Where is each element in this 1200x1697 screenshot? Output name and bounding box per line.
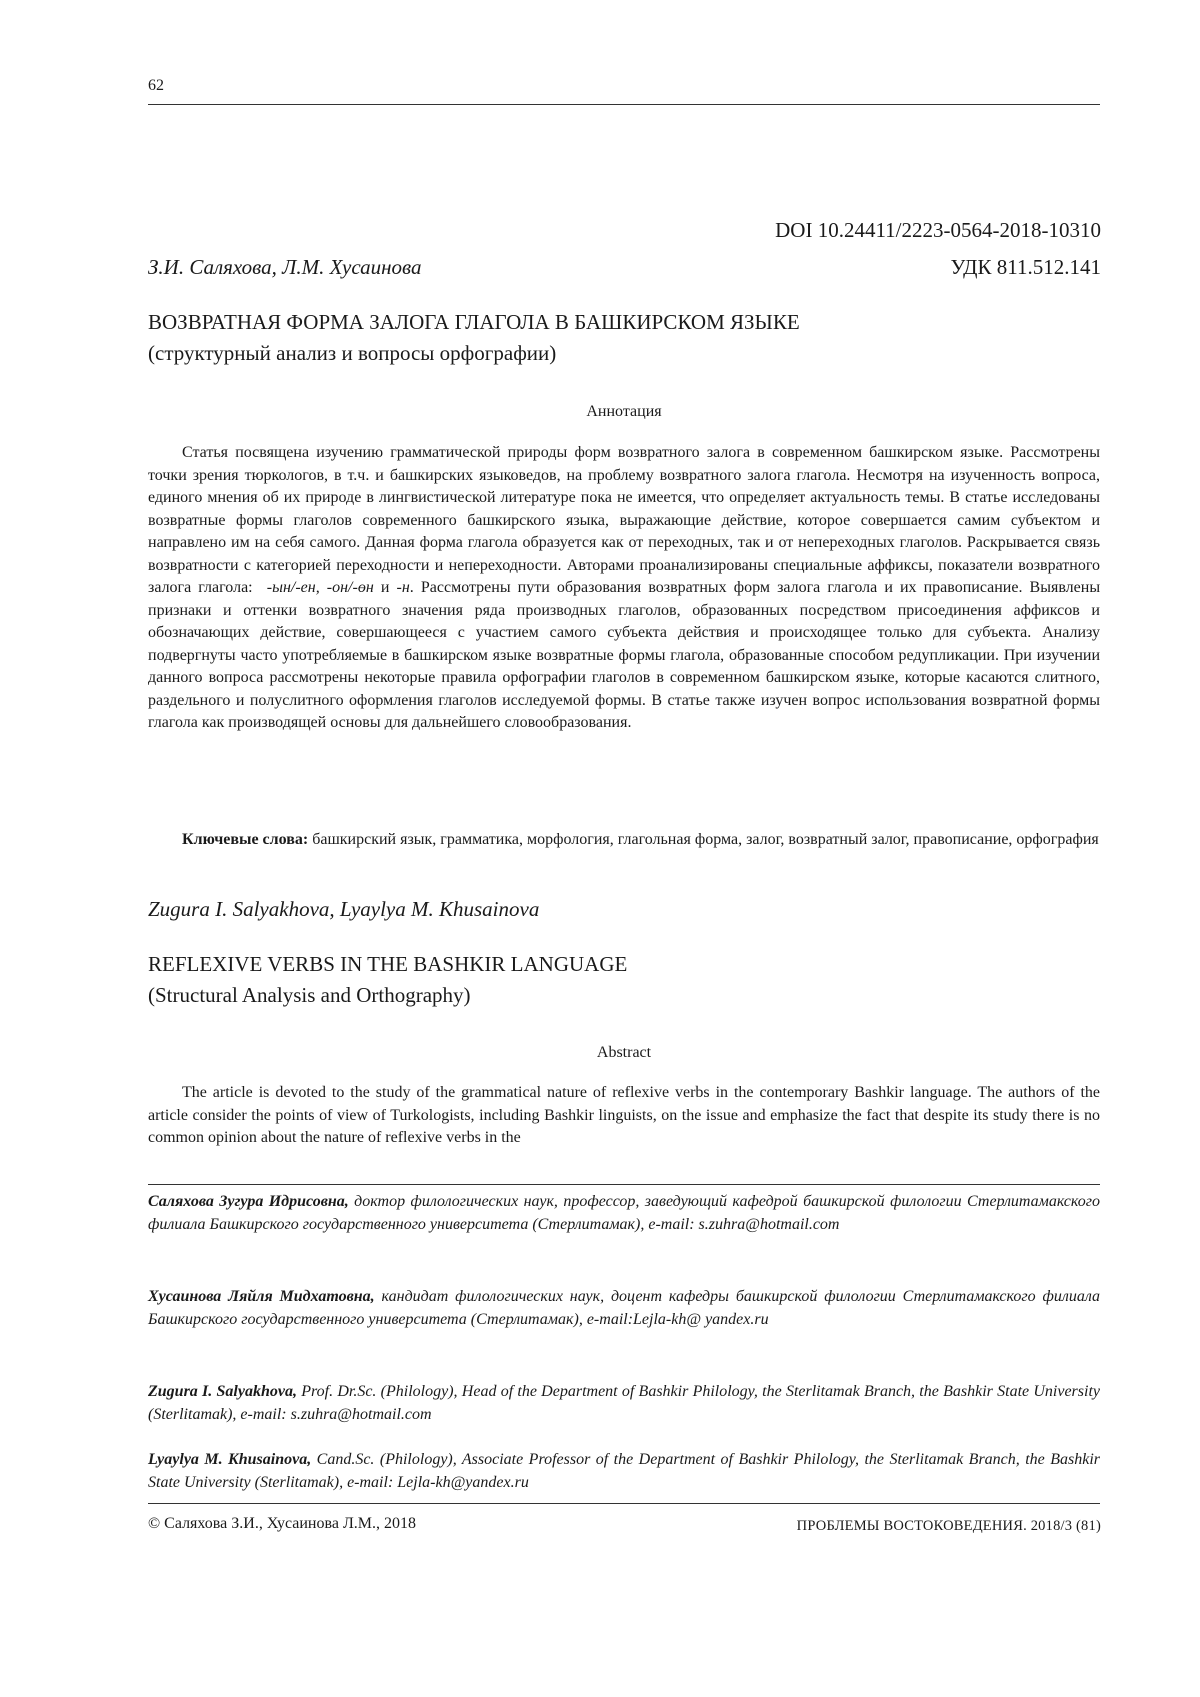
- page-number: 62: [148, 77, 164, 94]
- keywords-label: Ключевые слова:: [182, 831, 309, 848]
- abstract-ru-and: и: [380, 579, 390, 596]
- affix-n: -н: [396, 579, 410, 596]
- header-rule: [148, 104, 1100, 105]
- abstract-heading-ru: Аннотация: [586, 403, 662, 420]
- abstract-ru-part1: Статья посвящена изучению грамматической природы форм возвратного залога в современном башкирском языке. Рассмотрены точки зрения тюркологов, в т.ч. и башкирских языковедов, на проблему возвратного залога глагола. Несмотря на изученность вопроса, единого мнения об их природе в лингвистической литературе пока не имеется, что определяет актуальность темы. В статье исследованы возвратные формы глаголов современного башкирского языка, выражающие действие, которое совершается самим субъектом и направлено им на себя самого. Данная форма глагола образуется как от переходных, так и от непереходных глаголов. Раскрывается связь возвратности с категорией переходности и непереходности. Авторами проанализированы специальные аффиксы, показатели возвратного залога глагола:: [148, 444, 1100, 596]
- affixes-1: -ын/-ен, -он/-өн: [266, 579, 374, 596]
- bio-4: [148, 1449, 1100, 1494]
- bio-2: [148, 1286, 1100, 1331]
- bio-4-name: Lyaylya M. Khusainova,: [148, 1451, 312, 1468]
- bio-2-text: кандидат филологических наук, доцент кафедры башкирской филологии Стерлитамакского филиала Башкирского государственного университета (Стерлитамак), e-mail:Lejla-kh@ yandex.ru: [148, 1288, 1101, 1328]
- bio-1-name: Саляхова Зугура Идрисовна,: [148, 1193, 349, 1210]
- bio-bottom-rule: [148, 1503, 1100, 1504]
- bio-4-text: Cand.Sc. (Philology), Associate Professor of the Department of Bashkir Philology, the Sterlitamak Branch, the Bashkir State University (Sterlitamak), e-mail: Lejla-kh@yandex.ru: [148, 1451, 1100, 1491]
- abstract-ru: [148, 442, 1100, 735]
- abstract-heading-en: Abstract: [596, 1044, 652, 1061]
- bio-1-text: доктор филологических наук, профессор, заведующий кафедрой башкирской филологии Стерлитамакского филиала Башкирского государственного университета (Стерлитамак), e-mail: s.zuhra@hotmail.com: [148, 1193, 1100, 1233]
- copyright: © Саляхова З.И., Хусаинова Л.М., 2018: [148, 1515, 417, 1532]
- title-ru-line2: (структурный анализ и вопросы орфографии): [148, 341, 557, 365]
- authors-en: Zugura I. Salyakhova, Lyaylya M. Khusainova: [148, 897, 540, 921]
- title-en-line2: (Structural Analysis and Orthography): [148, 983, 471, 1007]
- bio-2-name: Хусаинова Ляйля Мидхатовна,: [148, 1288, 375, 1305]
- bio-top-rule: [148, 1184, 1100, 1185]
- title-en-line1: REFLEXIVE VERBS IN THE BASHKIR LANGUAGE: [148, 952, 628, 976]
- doi: DOI 10.24411/2223-0564-2018-10310: [775, 218, 1101, 242]
- journal-issue: ПРОБЛЕМЫ ВОСТОКОВЕДЕНИЯ. 2018/3 (81): [796, 1518, 1101, 1534]
- keywords-ru: [148, 829, 1100, 852]
- keywords-text: башкирский язык, грамматика, морфология, глагольная форма, залог, возвратный залог, правописание, орфография: [312, 831, 1099, 848]
- bio-3-text: Prof. Dr.Sc. (Philology), Head of the Department of Bashkir Philology, the Sterlitamak Branch, the Bashkir State University (Sterlitamak), e-mail: s.zuhra@hotmail.com: [148, 1383, 1101, 1423]
- udk-code: УДК 811.512.141: [950, 255, 1101, 279]
- authors-ru: З.И. Саляхова, Л.М. Хусаинова: [148, 255, 422, 279]
- abstract-ru-part2: . Рассмотрены пути образования возвратных форм залога глагола и их правописание. Выявлены признаки и оттенки возвратного значения ряда производных глаголов, образованных посредством присоединения аффиксов и обозначающих действие, совершающееся с участием самого субъекта действия и происходящее только для субъекта. Анализу подвергнуты часто употребляемые в башкирском языке возвратные формы глагола, образованные способом редупликации. При изучении данного вопроса рассмотрены некоторые правила орфографии глаголов в современном башкирском языке, которые касаются слитного, раздельного и полуслитного оформления глаголов исследуемой формы. В статье также изучен вопрос использования возвратной формы глагола как производящей основы для дальнейшего словообразования.: [148, 579, 1101, 731]
- bio-3: [148, 1381, 1100, 1426]
- title-en: [148, 949, 1100, 1011]
- bio-1: [148, 1191, 1100, 1236]
- title-ru-line1: ВОЗВРАТНАЯ ФОРМА ЗАЛОГА ГЛАГОЛА В БАШКИРСКОМ ЯЗЫКЕ: [148, 310, 800, 334]
- bio-3-name: Zugura I. Salyakhova,: [148, 1383, 297, 1400]
- abstract-en: The article is devoted to the study of the grammatical nature of reflexive verbs in the contemporary Bashkir language. The authors of the article consider the points of view of Turkologists, including Bashkir linguists, on the issue and emphasize the fact that despite its study there is no common opinion about the nature of reflexive verbs in the: [148, 1084, 1100, 1146]
- title-ru: [148, 307, 1100, 369]
